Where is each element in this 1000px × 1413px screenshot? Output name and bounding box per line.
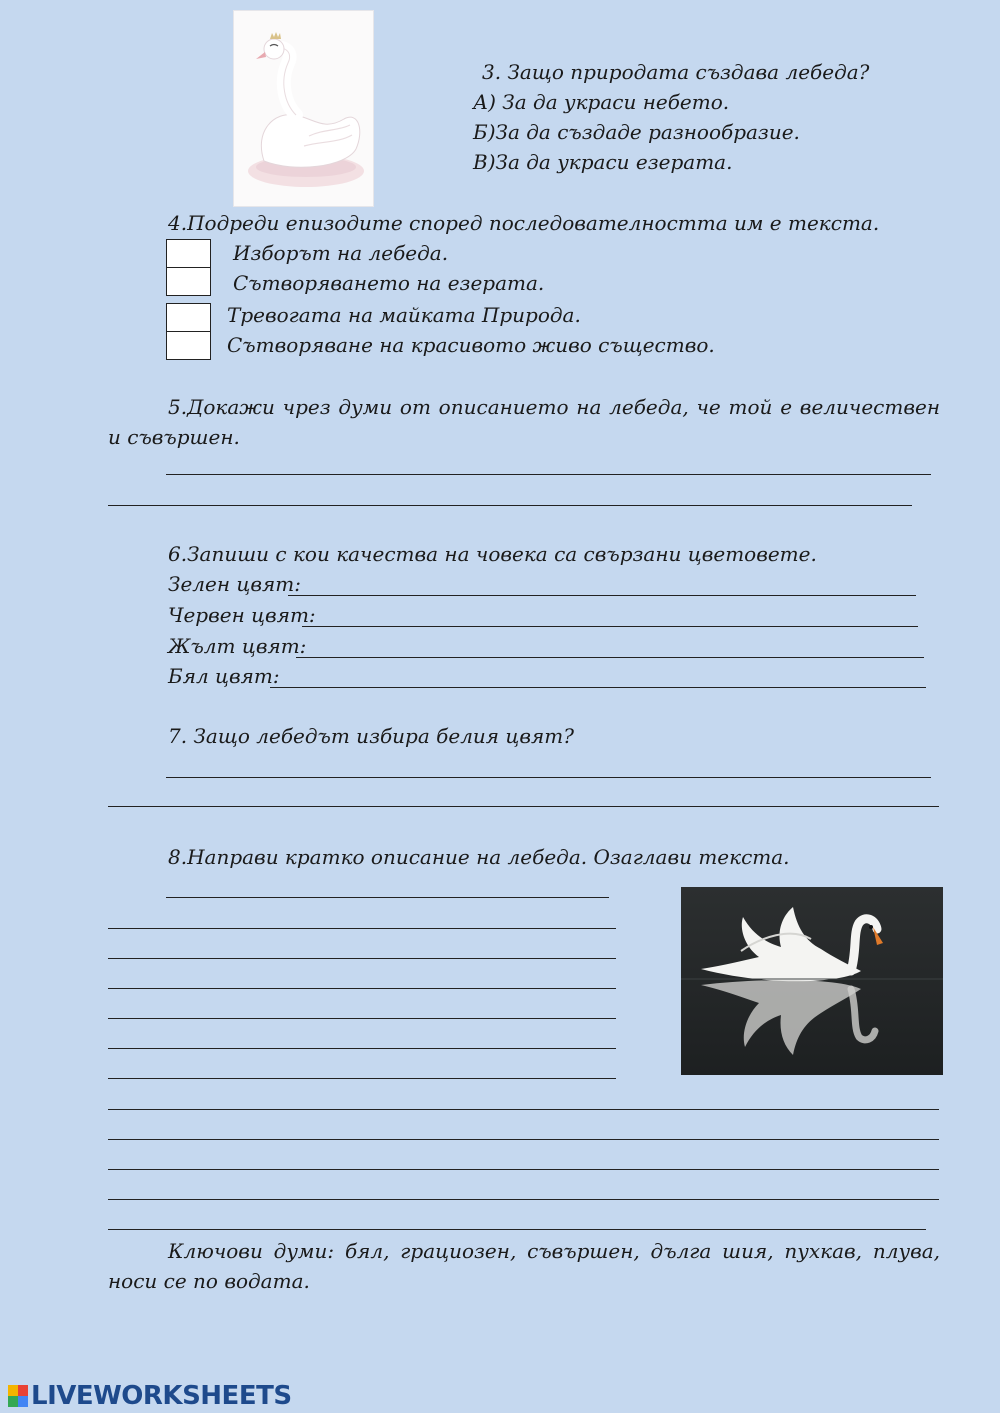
order-box-2[interactable]: [166, 267, 211, 296]
color-label-yellow: Жълт цвят:: [168, 634, 307, 658]
q4-item-4: Сътворяване на красивото живо същество.: [227, 333, 715, 357]
logo-mark-icon: [8, 1385, 28, 1407]
order-box-1[interactable]: [166, 239, 211, 268]
logo-text: LIVEWORKSHEETS: [31, 1381, 292, 1411]
title-line[interactable]: [166, 897, 609, 898]
description-line-11[interactable]: [108, 1229, 926, 1230]
logo-square-yellow: [8, 1385, 18, 1396]
swan-drawing: [234, 11, 373, 206]
q4-instruction: 4.Подреди епизодите според последователността им е текста.: [168, 211, 880, 235]
answer-line-q5-1[interactable]: [166, 474, 931, 475]
description-line-4[interactable]: [108, 1018, 616, 1019]
description-line-6[interactable]: [108, 1078, 616, 1079]
description-line-8[interactable]: [108, 1139, 939, 1140]
color-label-green: Зелен цвят:: [168, 572, 301, 596]
q3-question: 3. Защо природата създава лебеда?: [482, 60, 870, 84]
q3-option-c: В)За да украси езерата.: [473, 150, 733, 174]
answer-line-green[interactable]: [288, 595, 916, 596]
q3-option-a: А) За да украси небето.: [473, 90, 730, 114]
order-box-3[interactable]: [166, 303, 211, 332]
q3-option-b: Б)За да създаде разнообразие.: [473, 120, 800, 144]
logo-square-green: [8, 1396, 18, 1407]
color-label-red: Червен цвят:: [168, 603, 316, 627]
q5-text: 5.Докажи чрез думи от описанието на лебеда, че той е величествен и съвършен.: [108, 395, 940, 449]
keywords-text: Ключови думи: бял, грациозен, съвършен, дълга шия, пухкав, плува, носи се по водата.: [108, 1239, 940, 1293]
q4-item-1: Изборът на лебеда.: [233, 241, 449, 265]
answer-line-white[interactable]: [270, 687, 926, 688]
answer-line-yellow[interactable]: [296, 657, 924, 658]
q4-item-3: Тревогата на майката Природа.: [227, 303, 581, 327]
answer-line-q7-2[interactable]: [108, 806, 939, 807]
liveworksheets-logo: [8, 1379, 292, 1413]
description-line-9[interactable]: [108, 1169, 939, 1170]
description-line-2[interactable]: [108, 958, 616, 959]
order-box-4[interactable]: [166, 331, 211, 360]
description-line-3[interactable]: [108, 988, 616, 989]
description-line-10[interactable]: [108, 1199, 939, 1200]
q8-instruction: 8.Направи кратко описание на лебеда. Озаглави текста.: [168, 845, 790, 869]
q4-item-2: Сътворяването на езерата.: [233, 271, 545, 295]
answer-line-q5-2[interactable]: [108, 505, 912, 506]
answer-line-red[interactable]: [302, 626, 918, 627]
swan-illustration: [234, 11, 373, 206]
color-label-white: Бял цвят:: [168, 664, 280, 688]
description-line-5[interactable]: [108, 1048, 616, 1049]
description-line-7[interactable]: [108, 1109, 939, 1110]
logo-square-blue: [18, 1396, 28, 1407]
swan-photo-drawing: [681, 887, 943, 1075]
swan-photo: [681, 887, 943, 1075]
q7-question: 7. Защо лебедът избира белия цвят?: [168, 724, 574, 748]
description-line-1[interactable]: [108, 928, 616, 929]
answer-line-q7-1[interactable]: [166, 777, 931, 778]
q6-instruction: 6.Запиши с кои качества на човека са свързани цветовете.: [168, 542, 817, 566]
logo-square-red: [18, 1385, 28, 1396]
